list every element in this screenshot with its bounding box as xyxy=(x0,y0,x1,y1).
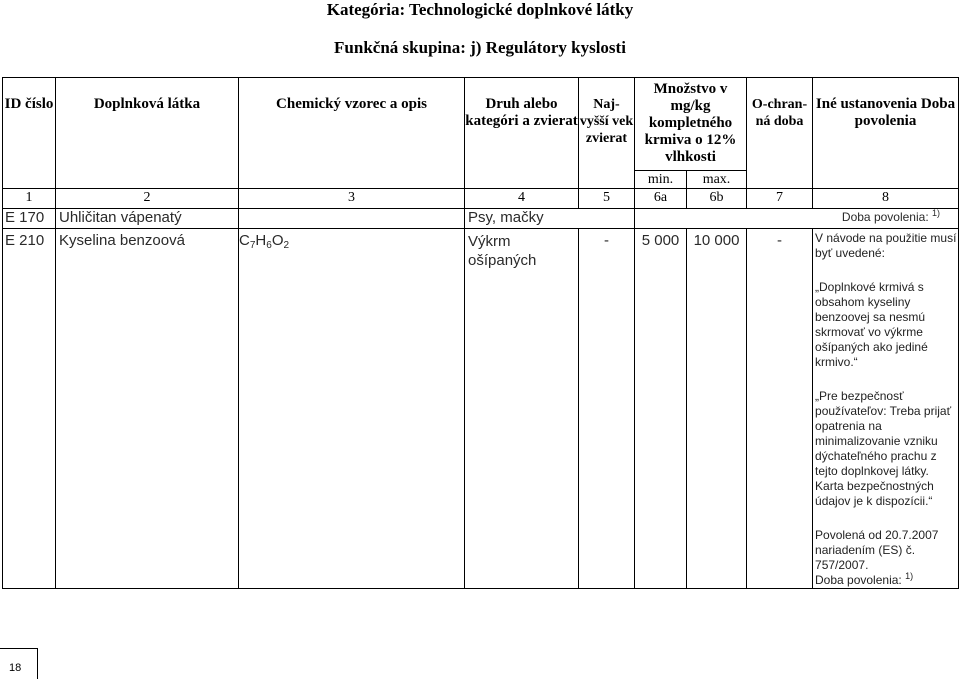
row-e170-other-label: Doba povolenia: xyxy=(841,210,929,224)
col-number-7: 7 xyxy=(747,189,813,209)
formula-h: H xyxy=(255,232,267,249)
row-e170-additive: Uhličitan vápenatý xyxy=(56,209,239,229)
col-header-other xyxy=(813,78,959,189)
col-number-6a: 6a xyxy=(635,189,687,209)
row-e210-min: 5 000 xyxy=(635,229,687,589)
row-e170-id: E 170 xyxy=(3,209,56,229)
formula-h-count: 6 xyxy=(266,240,272,251)
row-e210-additive: Kyselina benzoová xyxy=(56,229,239,589)
additives-table xyxy=(2,77,959,589)
row-e210-species: Výkrm ošípaných xyxy=(465,229,579,589)
col-header-content xyxy=(635,78,747,171)
col-number-8: 8 xyxy=(813,189,959,209)
row-e170-species: Psy, mačky xyxy=(465,209,635,229)
col-header-species xyxy=(465,78,579,189)
page-number: 18 xyxy=(9,662,22,674)
col-header-formula xyxy=(239,78,465,189)
col-header-withdrawal-text: O-chran-ná doba xyxy=(751,97,808,129)
col-header-formula-text: Chemický vzorec a opis xyxy=(276,96,427,112)
note-authorisation-period-label: Doba povolenia: xyxy=(815,573,902,587)
note-authorisation-footnote: 1) xyxy=(905,571,914,581)
row-e210-max: 10 000 xyxy=(687,229,747,589)
col-number-6b: 6b xyxy=(687,189,747,209)
row-e210-id: E 210 xyxy=(3,229,56,589)
col-header-max: max. xyxy=(687,171,747,189)
row-e170-other xyxy=(635,209,959,229)
row-e210-other xyxy=(813,229,959,589)
col-header-content-text: Množstvo v mg/kg kompletného krmiva o 12% vlhkosti xyxy=(644,81,737,165)
col-header-max-age-text: Naj-vyšší vek zvierat xyxy=(579,97,634,146)
note-authorisation xyxy=(815,528,958,588)
note-instructions: V návode na použitie musí byť uvedené: xyxy=(815,231,957,260)
row-e210-max-age: - xyxy=(579,229,635,589)
col-header-id-text: ID číslo xyxy=(4,96,54,112)
col-header-withdrawal xyxy=(747,78,813,189)
row-e170-formula xyxy=(239,209,465,229)
note-authorisation-text: Povolená od 20.7.2007 nariadením (ES) č. 757/2007. xyxy=(815,528,939,572)
col-number-4: 4 xyxy=(465,189,579,209)
col-header-other-text: Iné ustanovenia Doba povolenia xyxy=(815,96,956,129)
col-number-3: 3 xyxy=(239,189,465,209)
col-header-min: min. xyxy=(635,171,687,189)
note-user-safety: „Pre bezpečnosť používateľov: Treba prijať opatrenia na minimalizovanie vzniku dýchateľného prachu z tejto doplnkovej látky. Karta bezpečnostných údajov je k dispozícii.“ xyxy=(815,389,952,508)
functional-group-title: Funkčná skupina: j) Regulátory kyslosti xyxy=(334,38,626,57)
formula-o-count: 2 xyxy=(283,240,290,251)
col-header-additive xyxy=(56,78,239,189)
col-number-5: 5 xyxy=(579,189,635,209)
category-title: Kategória: Technologické doplnkové látky xyxy=(326,0,634,19)
note-feed-restriction: „Doplnkové krmivá s obsahom kyseliny benzoovej sa nesmú skrmovať vo výkrme ošípaných ako jediné krmivo.“ xyxy=(815,280,928,369)
col-header-species-text: Druh alebo kategóri a zvierat xyxy=(465,96,578,129)
table-row xyxy=(3,229,959,589)
col-header-max-age xyxy=(579,78,635,189)
formula-o: O xyxy=(271,232,284,249)
table-row xyxy=(3,209,959,229)
formula-c: C xyxy=(239,232,250,249)
col-number-1: 1 xyxy=(3,189,56,209)
row-e210-formula xyxy=(239,229,465,589)
formula-c-count: 7 xyxy=(249,240,256,251)
row-e170-other-footnote: 1) xyxy=(932,208,941,218)
col-number-2: 2 xyxy=(56,189,239,209)
row-e210-withdrawal: - xyxy=(747,229,813,589)
col-header-additive-text: Doplnková látka xyxy=(93,96,201,112)
col-header-id xyxy=(3,78,56,189)
